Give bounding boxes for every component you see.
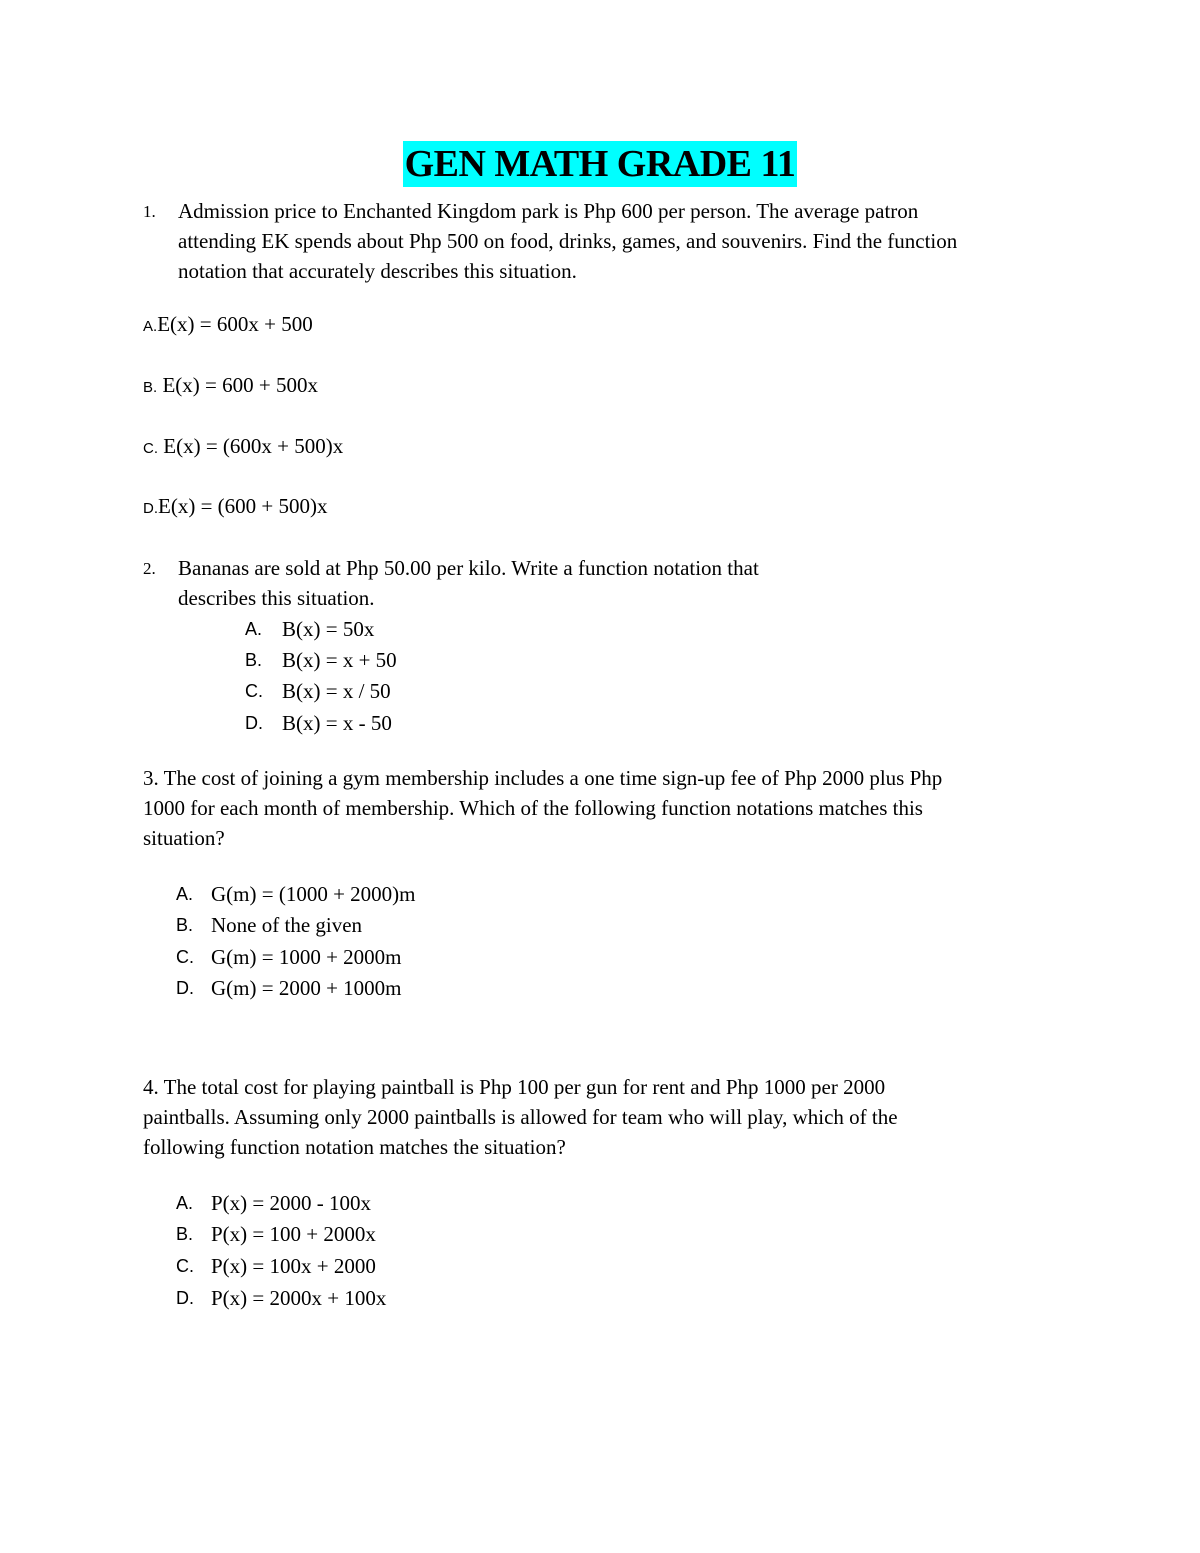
question-1-line-1: Admission price to Enchanted Kingdom park is Php 600 per person. The average patron: [178, 199, 919, 223]
question-4-option-d-text: P(x) = 2000x + 100x: [211, 1286, 387, 1310]
question-3-option-c-letter: C.: [176, 947, 194, 967]
question-2-option-a-text: B(x) = 50x: [282, 617, 375, 641]
question-1-option-a: [143, 309, 313, 342]
question-2-option-d-letter: D.: [245, 713, 263, 733]
question-3-option-a-letter: A.: [176, 884, 194, 904]
question-1-option-d: [143, 491, 328, 524]
question-2-number: 2.: [143, 559, 156, 578]
question-4-option-a-letter: A.: [176, 1193, 194, 1213]
question-3-option-a-text: G(m) = (1000 + 2000)m: [211, 882, 416, 906]
option-letter: D.: [143, 500, 158, 517]
question-1-option-b: [143, 370, 318, 403]
question-3-option-d-letter: D.: [176, 978, 194, 998]
question-3-option-b-text: None of the given: [211, 913, 363, 937]
option-text: E(x) = 600 + 500x: [162, 373, 318, 397]
question-3-line-1: 3. The cost of joining a gym membership includes a one time sign-up fee of Php 2000 plus Php: [143, 766, 943, 790]
question-1-option-c: [143, 431, 343, 464]
question-2-line-1: Bananas are sold at Php 50.00 per kilo. Write a function notation that: [178, 556, 759, 580]
question-4-line-2: paintballs. Assuming only 2000 paintballs is allowed for team who will play, which of the: [143, 1105, 898, 1129]
option-text: E(x) = (600x + 500)x: [163, 434, 344, 458]
question-3-line-3: situation?: [143, 826, 225, 850]
option-text: E(x) = 600x + 500: [157, 312, 313, 336]
question-4-option-c-letter: C.: [176, 1256, 194, 1276]
page-title: GEN MATH GRADE 11: [404, 143, 796, 185]
question-4-option-a-text: P(x) = 2000 - 100x: [211, 1191, 372, 1215]
question-3-option-d-text: G(m) = 2000 + 1000m: [211, 976, 402, 1000]
question-4-line-1: 4. The total cost for playing paintball is Php 100 per gun for rent and Php 1000 per 2000: [143, 1075, 886, 1099]
question-2-line-2: describes this situation.: [178, 586, 375, 610]
question-3-option-c-text: G(m) = 1000 + 2000m: [211, 945, 402, 969]
question-2-option-d-text: B(x) = x - 50: [282, 711, 392, 735]
question-1-line-3: notation that accurately describes this situation.: [178, 259, 577, 283]
title-wrap: [0, 141, 1200, 187]
question-4-option-b-letter: B.: [176, 1224, 194, 1244]
option-letter: A.: [143, 318, 158, 335]
question-2-option-b-letter: B.: [245, 650, 263, 670]
question-4-option-c-text: P(x) = 100x + 2000: [211, 1254, 376, 1278]
question-2-option-c-letter: C.: [245, 681, 263, 701]
question-1-line-2: attending EK spends about Php 500 on food, drinks, games, and souvenirs. Find the function: [178, 229, 958, 253]
question-4-line-3: following function notation matches the situation?: [143, 1135, 566, 1159]
question-1-number: 1.: [143, 202, 156, 221]
question-2-option-c-text: B(x) = x / 50: [282, 679, 391, 703]
option-text: E(x) = (600 + 500)x: [158, 494, 328, 518]
option-letter: B.: [143, 379, 158, 396]
question-3-option-b-letter: B.: [176, 915, 194, 935]
question-2-option-b-text: B(x) = x + 50: [282, 648, 397, 672]
question-3-line-2: 1000 for each month of membership. Which of the following function notations matches this: [143, 796, 923, 820]
question-4-option-d-letter: D.: [176, 1288, 194, 1308]
option-letter: C.: [143, 440, 158, 457]
question-2-option-a-letter: A.: [245, 619, 263, 639]
question-4-option-b-text: P(x) = 100 + 2000x: [211, 1222, 376, 1246]
